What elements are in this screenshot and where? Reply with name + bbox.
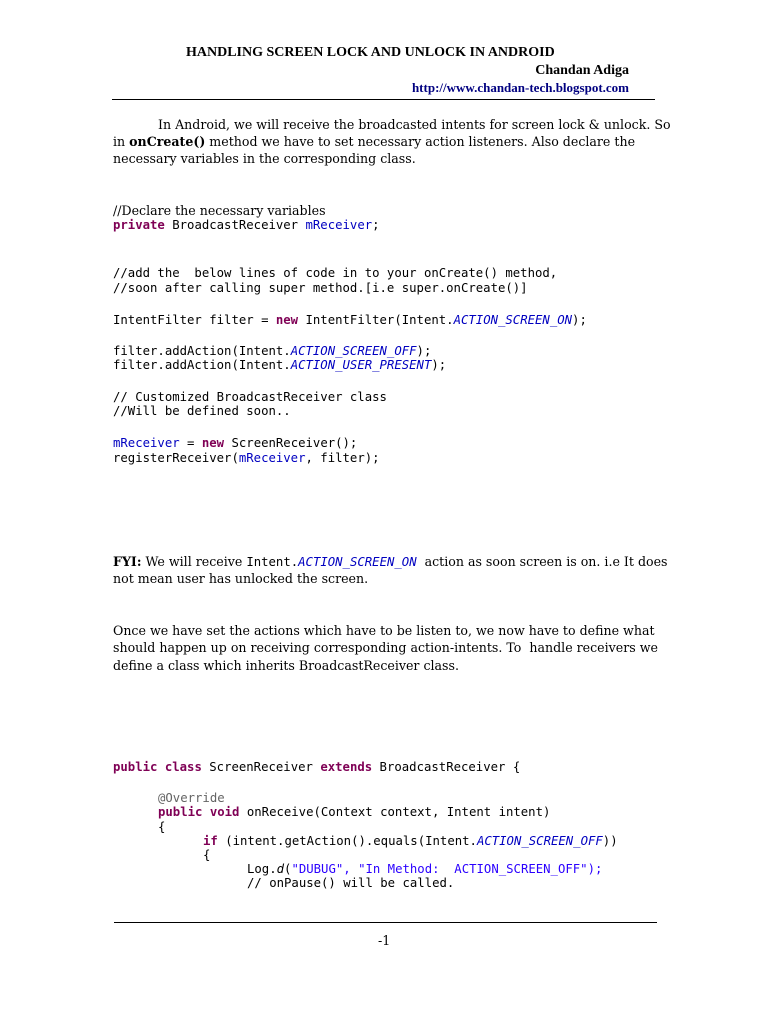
code-receiver-assign: mReceiver = new ScreenReceiver(); [113, 436, 358, 450]
fyi-line-2: not mean user has unlocked the screen. [113, 571, 369, 586]
para2-line-1: Once we have set the actions which have to be listen to, we now have to define what [113, 623, 655, 638]
code-receiver-declaration: private BroadcastReceiver mReceiver; [113, 218, 380, 232]
code-comment-add-2: //soon after calling super method.[i.e super.onCreate()] [113, 281, 528, 295]
page-number: -1 [378, 933, 391, 948]
declare-comment: //Declare the necessary variables [113, 203, 326, 218]
code-add-action-off: filter.addAction(Intent.ACTION_SCREEN_OFF); [113, 344, 432, 358]
code-if-open-brace: { [203, 848, 211, 862]
intro-line-3: necessary variables in the corresponding class. [113, 151, 416, 166]
intro-line-1: In Android, we will receive the broadcasted intents for screen lock & unlock. So [158, 117, 671, 132]
code-comment-custom-2: //Will be defined soon.. [113, 404, 291, 418]
fyi-line-1: FYI: We will receive Intent.ACTION_SCREEN_ON action as soon screen is on. i.e It does [113, 554, 668, 569]
header-rule [112, 99, 655, 100]
intro-line-2: in onCreate() method we have to set necessary action listeners. Also declare the [113, 134, 636, 149]
para2-line-2: should happen up on receiving corresponding action-intents. To handle receivers we [113, 640, 658, 655]
oncreate-term: onCreate() [129, 134, 206, 149]
footer-rule [114, 922, 657, 923]
document-title: HANDLING SCREEN LOCK AND UNLOCK IN ANDROID [186, 45, 555, 60]
para2-line-3: define a class which inherits BroadcastReceiver class. [113, 658, 459, 673]
fyi-label: FYI: [113, 554, 142, 569]
code-add-action-present: filter.addAction(Intent.ACTION_USER_PRESENT); [113, 358, 447, 372]
code-onpause-comment: // onPause() will be called. [247, 876, 455, 890]
code-log-call: Log.d("DUBUG", "In Method: ACTION_SCREEN_OFF"); [247, 862, 603, 876]
code-if-statement: if (intent.getAction().equals(Intent.ACTION_SCREEN_OFF)) [203, 834, 618, 848]
code-class-declaration: public class ScreenReceiver extends BroadcastReceiver { [113, 760, 521, 774]
code-intent-filter: IntentFilter filter = new IntentFilter(Intent.ACTION_SCREEN_ON); [113, 313, 587, 327]
code-register-receiver: registerReceiver(mReceiver, filter); [113, 451, 380, 465]
author-name: Chandan Adiga [535, 63, 629, 78]
code-method-signature: public void onReceive(Context context, Intent intent) [158, 805, 551, 819]
code-comment-add-1: //add the below lines of code in to your onCreate() method, [113, 266, 558, 280]
code-method-open-brace: { [158, 820, 166, 834]
code-comment-custom-1: // Customized BroadcastReceiver class [113, 390, 387, 404]
blog-link[interactable]: http://www.chandan-tech.blogspot.com [411, 80, 629, 95]
code-override-annotation: @Override [158, 791, 225, 805]
